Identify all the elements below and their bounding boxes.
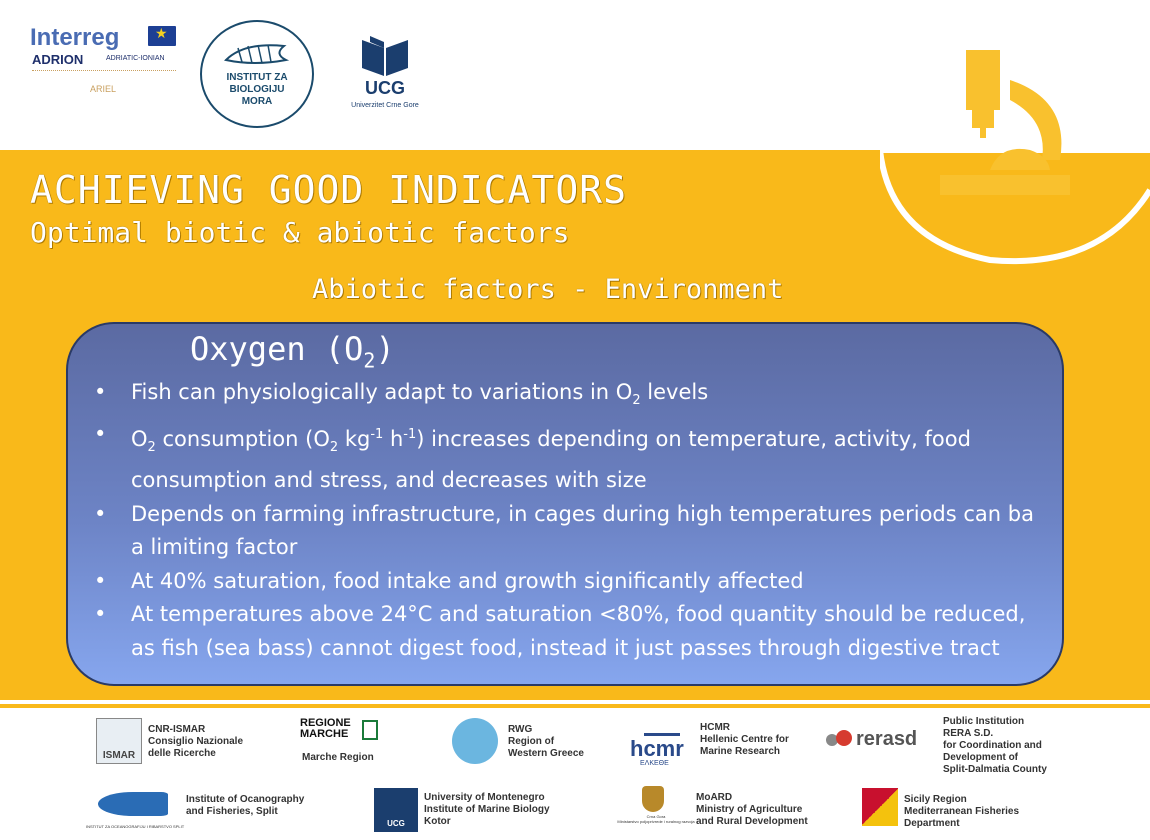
sicily-flag-icon xyxy=(862,788,898,826)
shell-icon xyxy=(224,40,290,66)
iof-split-logo: INSTITUT ZA OCEANOGRAFIJU I RIBARSTVO SPLIT xyxy=(86,788,186,834)
ismar-logo: ISMAR xyxy=(96,718,142,764)
interreg-brand: Interreg xyxy=(30,24,120,51)
partner-ucg-kotor: University of Montenegro Institute of Marine Biology Kotor xyxy=(424,792,550,827)
partner-rerasd: Public Institution RERA S.D. for Coordination and Development of Split-Dalmatia County xyxy=(943,716,1047,775)
partner-rwg: RWG Region of Western Greece xyxy=(508,724,584,759)
partner-moard: MoARD Ministry of Agriculture and Rural Development xyxy=(696,792,808,827)
partner-hcmr: HCMR Hellenic Centre for Marine Research xyxy=(700,722,789,757)
interreg-adrion-logo xyxy=(30,24,190,124)
institut-biologiju-mora-logo xyxy=(200,20,314,128)
adriatic-ionian-label: ADRIATIC-IONIAN xyxy=(106,55,165,62)
eu-flag-icon xyxy=(148,26,176,46)
bullet-list xyxy=(94,376,1044,665)
card-heading: Oxygen $(O_2)$ xyxy=(190,330,395,373)
book-icon xyxy=(340,36,430,76)
partner-iof-split: Institute of Ocanography and Fisheries, Split xyxy=(186,794,305,817)
rwg-logo-icon xyxy=(452,718,498,764)
list-item: • At 40% saturation, food intake and growth significantly affected xyxy=(94,565,1044,599)
partner-sicily: Sicily Region Mediterranean Fisheries Department xyxy=(904,794,1020,829)
microscope-icon xyxy=(930,40,1080,200)
moard-logo: Crna Gora Ministarstvo poljoprivrede i ruralnog razvoja xyxy=(606,786,706,836)
ibm-text: INSTITUT ZA BIOLOGIJU MORA xyxy=(226,72,288,107)
footer-divider xyxy=(0,704,1150,708)
list-item: • Depends on farming infrastructure, in cages during high temperatures periods can ba a limiting factor xyxy=(94,498,1044,565)
list-item: • $O_2$ consumption ($O_2$ $kg^{-1}$ $h^{-1}$) increases depending on temperature, activity, food consumption and stress, and decreases with size xyxy=(94,418,1044,498)
section-heading: Abiotic factors - Environment xyxy=(312,274,784,305)
ship-icon xyxy=(644,716,680,736)
page-title: ACHIEVING GOOD INDICATORS xyxy=(30,168,627,212)
ucg-logo xyxy=(340,36,430,120)
divider xyxy=(32,70,176,72)
ucg-name: UCG xyxy=(365,78,405,98)
list-item: • At temperatures above 24°C and saturation <80%, food quantity should be reduced, as fish (sea bass) cannot digest food, instead it just passes through digestive tract xyxy=(94,598,1044,665)
ariel-label: ARIEL xyxy=(90,84,117,94)
coat-of-arms-icon xyxy=(642,786,664,812)
marche-logo: REGIONE MARCHE xyxy=(300,718,384,752)
partner-cnr-ismar: CNR-ISMAR Consiglio Nazionale delle Ricerche xyxy=(148,724,244,759)
fish-icon xyxy=(98,792,168,816)
page-subtitle: Optimal biotic & abiotic factors xyxy=(30,216,570,249)
marche-shield-icon xyxy=(362,720,378,740)
partner-marche: Marche Region xyxy=(302,752,374,763)
hcmr-logo: hcmr ΕΛΚΕΘΕ xyxy=(630,716,694,770)
adrion-label: ADRION xyxy=(32,52,84,67)
ucg-subtitle: Univerzitet Crne Gore xyxy=(351,102,419,109)
list-item: • Fish can physiologically adapt to variations in $O_2$ levels xyxy=(94,376,1044,418)
rerasd-logo: rerasd xyxy=(826,726,936,756)
ucg-small-logo: UCG xyxy=(374,788,418,832)
